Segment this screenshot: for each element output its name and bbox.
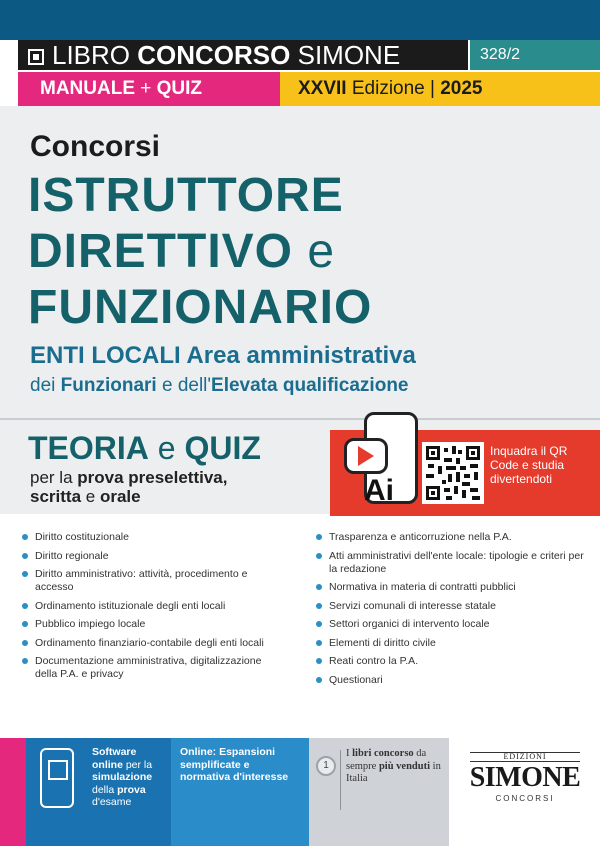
- bestseller-3: da sempre: [346, 748, 427, 772]
- exam-types: [30, 468, 228, 506]
- online-text: Online: Espansioni semplificate e normativa d'interesse: [180, 746, 289, 783]
- book-code: 328/2: [470, 40, 600, 70]
- edition-word: Edizione |: [346, 78, 441, 99]
- list-item: Documentazione amministrativa, digitalizzazione della P.A. e privacy: [22, 655, 284, 681]
- title-line-2: [28, 224, 335, 279]
- list-item: Normativa in materia di contratti pubblici: [316, 581, 592, 594]
- software-text: [92, 746, 168, 809]
- teoria-word: TEORIA: [28, 430, 149, 466]
- per-4: e: [81, 487, 100, 506]
- top-band: [0, 0, 600, 40]
- title-line-2-e: e: [293, 225, 336, 278]
- list-item: Ordinamento istituzionale degli enti locali: [22, 600, 284, 613]
- list-item: Diritto regionale: [22, 550, 284, 563]
- subtitle-b-1: dei: [30, 375, 61, 396]
- quiz-word: QUIZ: [184, 430, 261, 466]
- type-main: MANUALE: [40, 78, 135, 99]
- type-plus: +: [135, 78, 157, 99]
- kicker: Concorsi: [30, 130, 161, 163]
- list-item: Pubblico impiego locale: [22, 618, 284, 631]
- software-5: prova: [117, 783, 146, 796]
- type-quiz: QUIZ: [156, 78, 203, 99]
- series-logo-icon: [28, 49, 44, 65]
- per-3: scritta: [30, 487, 82, 506]
- subtitle-a: ENTI LOCALI Area amministrativa: [30, 342, 416, 369]
- teoria-heading: [28, 430, 261, 467]
- list-item: Ordinamento finanziario-contabile degli enti locali: [22, 637, 284, 650]
- series-part-1: LIBRO: [52, 40, 138, 70]
- qr-code-icon[interactable]: [422, 442, 484, 504]
- bestseller-1: I: [346, 748, 353, 759]
- play-icon: [358, 446, 374, 466]
- list-item: Settori organici di intervento locale: [316, 618, 592, 631]
- list-item: Trasparenza e anticorruzione nella P.A.: [316, 531, 592, 544]
- software-6: d'esame: [92, 796, 132, 808]
- software-1: Software online: [92, 746, 137, 771]
- software-4: della: [92, 783, 118, 796]
- per-2: prova preselettiva,: [77, 468, 228, 487]
- book-type-bar: [18, 72, 280, 106]
- list-item: Atti amministrativi dell'ente locale: tipologie e criteri per la redazione: [316, 550, 592, 576]
- per-1: per la: [30, 468, 78, 487]
- software-2: per la: [122, 758, 153, 771]
- software-3: simulazione: [92, 771, 153, 783]
- medal-icon: 1: [316, 756, 336, 776]
- qr-small-icon: [48, 760, 68, 780]
- title-line-1: ISTRUTTORE: [28, 169, 344, 222]
- bestseller-text: [346, 748, 442, 786]
- list-item: Elementi di diritto civile: [316, 637, 592, 650]
- subtitle-b-4: Elevata qualificazione: [211, 375, 409, 396]
- edition-number: XXVII: [298, 78, 347, 99]
- per-5: orale: [99, 487, 141, 506]
- subtitle-b: [30, 375, 409, 397]
- list-item: Diritto costituzionale: [22, 531, 284, 544]
- edition-year: 2025: [440, 78, 483, 99]
- topics-right: [316, 531, 592, 692]
- series-bar: [18, 40, 468, 70]
- edition-bar: [280, 72, 600, 106]
- title-line-3: FUNZIONARIO: [28, 281, 373, 334]
- list-item: Questionari: [316, 674, 592, 687]
- topics-left: [22, 531, 284, 687]
- list-item: Servizi comunali di interesse statale: [316, 600, 592, 613]
- publisher-logo: SIMONE: [469, 762, 581, 793]
- qr-caption: Inquadra il QR Code e studia divertendoti: [490, 444, 568, 486]
- footer-pink-strip: [0, 738, 26, 846]
- bestseller-4: più venduti: [378, 760, 431, 772]
- subtitle-b-2: Funzionari: [60, 375, 157, 396]
- footer-divider: [340, 750, 341, 810]
- list-item: Diritto amministrativo: attività, procedimento e accesso: [22, 568, 284, 594]
- title-line-2-text: DIRETTIVO: [28, 225, 294, 278]
- series-part-2: CONCORSO: [137, 40, 291, 70]
- bestseller-2: libri concorso: [352, 748, 414, 759]
- publisher-logo-top: EDIZIONI: [470, 752, 580, 762]
- publisher-logo-sub: CONCORSI: [495, 794, 555, 803]
- list-item: Reati contro la P.A.: [316, 655, 592, 668]
- subtitle-b-3: e dell': [156, 375, 212, 396]
- ai-label: Ai: [364, 474, 394, 507]
- teoria-e: e: [148, 430, 185, 466]
- series-part-3: SIMONE: [290, 40, 401, 70]
- bestseller-5: in Italia: [346, 760, 441, 784]
